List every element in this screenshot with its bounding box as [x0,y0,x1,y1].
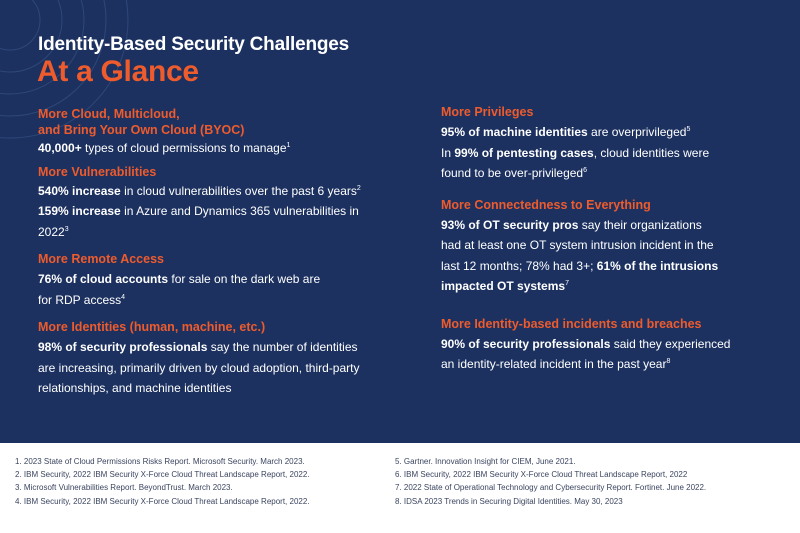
stat-line: 40,000+ types of cloud permissions to manage$^1$ [38,141,291,155]
section-heading: and Bring Your Own Cloud (BYOC) [38,123,245,137]
footnotes-right [395,455,706,508]
section-cloud [38,107,418,159]
stat-line: 93% of OT security pros say their organizations [441,217,702,232]
stat-line: In 99% of pentesting cases, cloud identities were [441,145,710,160]
footnote: 8. IDSA 2023 Trends in Securing Digital Identities. May 30, 2023 [395,496,623,506]
section-heading: More Identities (human, machine, etc.) [38,320,266,334]
section-connectedness [441,198,786,297]
section-heading: More Connectedness to Everything [441,197,651,212]
stat-line: last 12 months; 78% had 3+; 61% of the intrusions [441,258,719,273]
section-heading: More Identity-based incidents and breaches [441,316,702,331]
section-heading: More Remote Access [38,252,164,266]
section-remote-access [38,252,418,310]
stat-line: an identity-related incident in the past year$^8$ [441,357,671,371]
footnote: 6. IBM Security, 2022 IBM Security X-Force Cloud Threat Landscape Report, 2022 [395,470,688,480]
footnote: 4. IBM Security, 2022 IBM Security X-Force Cloud Threat Landscape Report, 2022. [15,496,310,506]
title-line-2: At a Glance [37,55,199,88]
section-identities [38,320,418,399]
right-column [441,105,786,375]
footnote: 2. IBM Security, 2022 IBM Security X-Force Cloud Threat Landscape Report, 2022. [15,470,310,480]
footnote: 5. Gartner. Innovation Insight for CIEM, June 2021. [395,457,576,466]
section-vulnerabilities [38,165,418,243]
stat-line: found to be over-privileged$^6$ [441,166,587,180]
stat-line: 98% of security professionals say the number of identities [38,340,358,354]
stat-line: 95% of machine identities are overprivileged$^5$ [441,125,691,139]
footnote: 1. 2023 State of Cloud Permissions Risks Report. Microsoft Security. March 2023. [15,457,305,466]
footnote: 7. 2022 State of Operational Technology and Cybersecurity Report. Fortinet. June 2022. [395,483,707,493]
stat-line: had at least one OT system intrusion incident in the [441,238,714,252]
stat-line: 76% of cloud accounts for sale on the dark web are [38,272,321,286]
section-heading: More Cloud, Multicloud, [38,107,180,121]
section-privileges [441,105,786,184]
stat-line: are increasing, primarily driven by cloud adoption, third-party [38,360,360,375]
stat-line: impacted OT systems$^7$ [441,279,569,293]
stat-line: for RDP access$^4$ [38,292,126,307]
stat-line: 90% of security professionals said they experienced [441,336,731,351]
section-heading: More Privileges [441,105,534,119]
stat-line: 2022$^3$ [38,224,69,239]
section-heading: More Vulnerabilities [38,164,157,179]
stat-line: 540% increase in cloud vulnerabilities over the past 6 years$^2$ [38,183,361,198]
title-line-1: Identity-Based Security Challenges [38,34,350,55]
left-column [38,107,418,399]
stat-line: relationships, and machine identities [38,381,232,395]
stat-line: 159% increase in Azure and Dynamics 365 vulnerabilities in [38,204,359,218]
footnote: 3. Microsoft Vulnerabilities Report. BeyondTrust. March 2023. [15,483,233,493]
section-incidents [441,317,786,375]
footnotes-left [15,455,310,508]
